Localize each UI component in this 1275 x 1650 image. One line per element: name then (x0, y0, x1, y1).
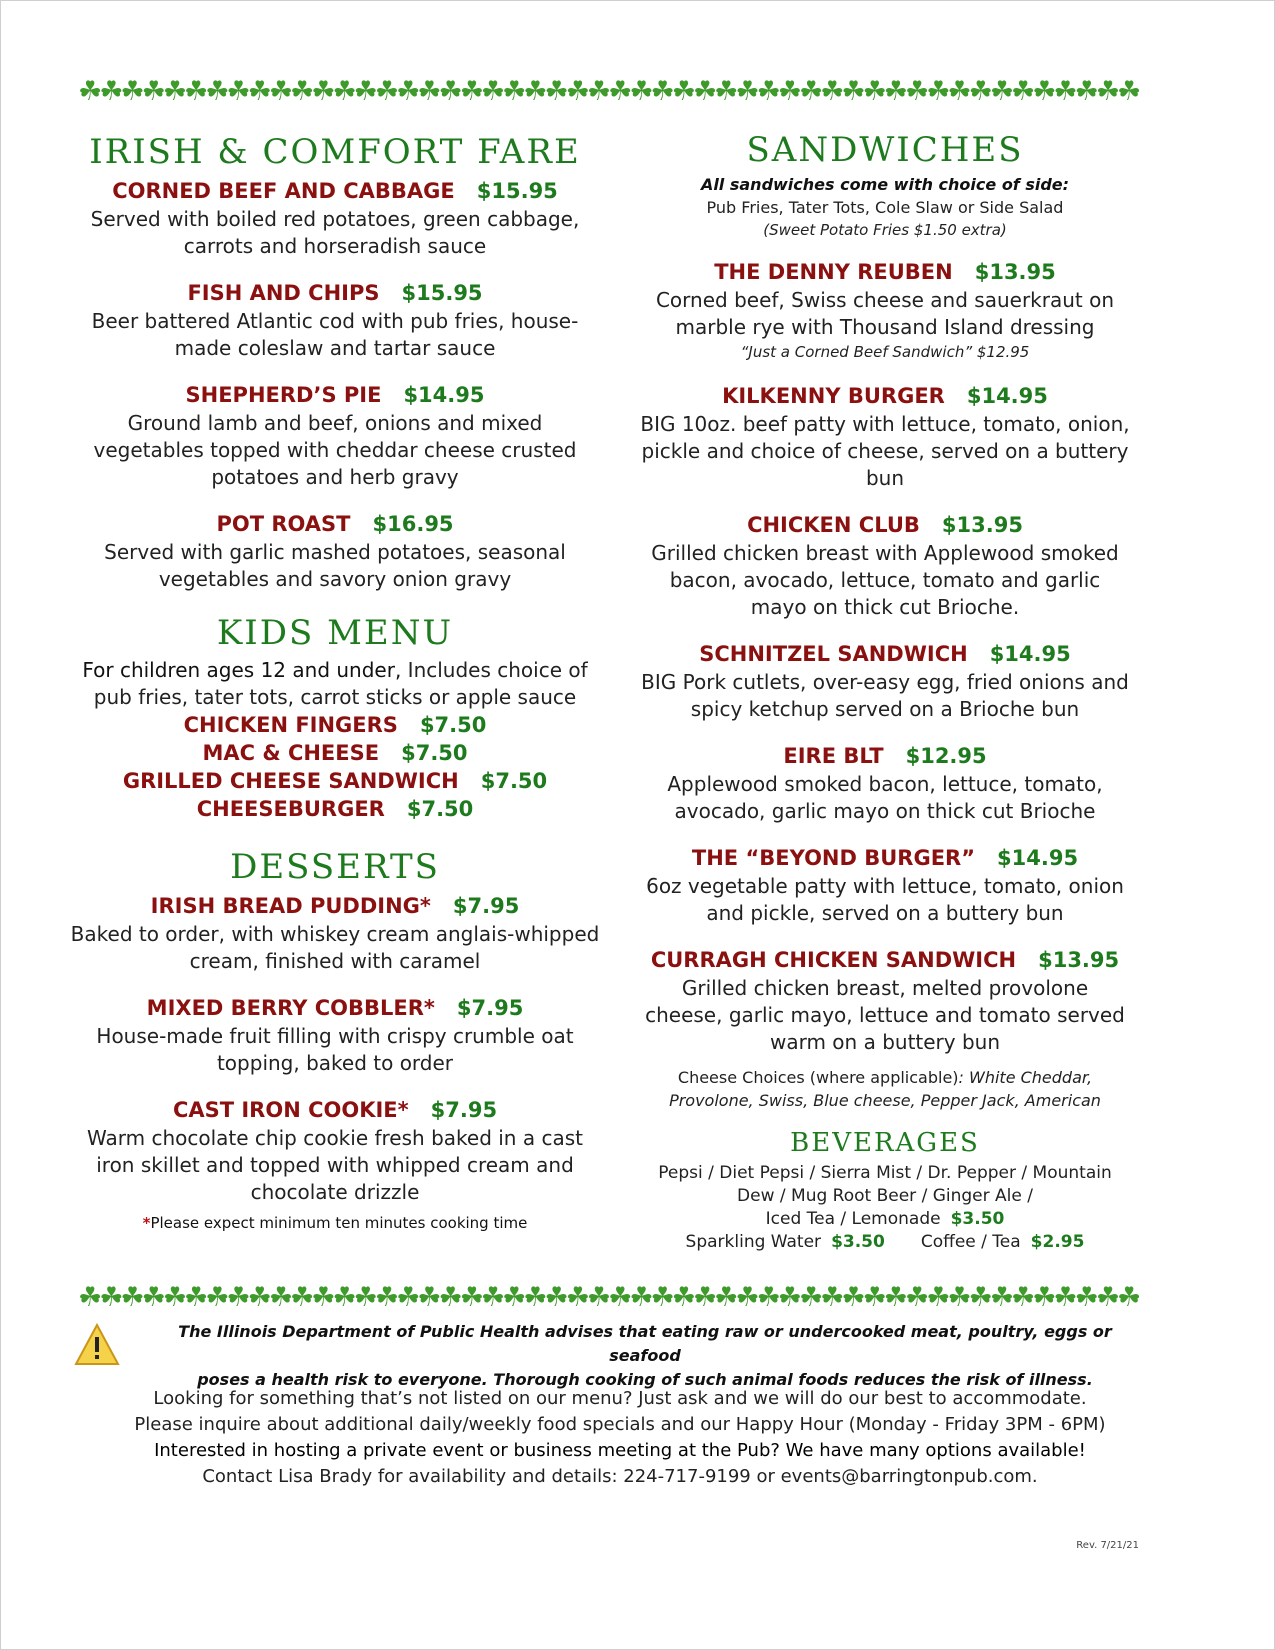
beverage-line: Dew / Mug Root Beer / Ginger Ale / (737, 1186, 1033, 1206)
warning-line: The Illinois Department of Public Health advises that eating raw or undercooked meat, poultry, eggs or seafood (178, 1322, 1112, 1365)
kids-item-name: MAC & CHEESE (202, 741, 380, 765)
item-price: $7.95 (456, 996, 524, 1020)
kids-item-price: $7.50 (419, 713, 487, 737)
menu-item (640, 639, 1130, 723)
item-name: POT ROAST (216, 512, 351, 536)
kids-item-name: GRILLED CHEESE SANDWICH (122, 769, 459, 793)
menu-item (70, 278, 600, 362)
item-name: FISH AND CHIPS (187, 281, 380, 305)
item-name: CAST IRON COOKIE* (172, 1098, 409, 1122)
menu-item (70, 380, 600, 491)
item-price: $14.95 (997, 846, 1079, 870)
item-name: CURRAGH CHICKEN SANDWICH (650, 948, 1017, 972)
footer (70, 1386, 1170, 1490)
item-price: $13.95 (941, 513, 1023, 537)
item-name: THE DENNY REUBEN (714, 260, 953, 284)
kids-menu-title: KIDS MENU (216, 613, 454, 653)
item-price: $12.95 (905, 744, 987, 768)
item-price: $14.95 (966, 384, 1048, 408)
item-price: $15.95 (476, 179, 558, 203)
cooking-time-note (70, 1212, 600, 1234)
item-price: $13.95 (974, 260, 1056, 284)
footer-line: Interested in hosting a private event or business meeting at the Pub? We have many options available! (154, 1440, 1086, 1461)
menu-item (70, 891, 600, 975)
kids-item-price: $7.50 (401, 741, 468, 765)
item-name: CHICKEN CLUB (747, 513, 920, 537)
warning-icon (74, 1322, 120, 1368)
kids-item-price: $7.50 (480, 769, 548, 793)
item-description: Grilled chicken breast with Applewood smoked bacon, avocado, lettuce, tomato and garlic mayo on thick cut Brioche. (651, 541, 1119, 619)
beverage-text: Sparkling Water (685, 1232, 822, 1252)
beverage-price: $2.95 (1030, 1232, 1085, 1252)
item-price: $15.95 (401, 281, 483, 305)
item-name: CORNED BEEF AND CABBAGE (112, 179, 455, 203)
item-description: Baked to order, with whiskey cream anglais-whipped cream, finished with caramel (70, 922, 600, 973)
item-price: $16.95 (372, 512, 454, 536)
item-price: $14.95 (403, 383, 485, 407)
menu-item (70, 993, 600, 1077)
beverage-line (640, 1208, 1130, 1231)
revision-date: Rev. 7/21/21 (1076, 1540, 1139, 1551)
cooking-note-text: Please expect minimum ten minutes cooking time (150, 1214, 528, 1232)
bottom-shamrock-border (78, 1278, 1140, 1318)
footer-contact: Contact Lisa Brady for availability and details: 224-717-9199 or events@barringtonpub.com. (202, 1466, 1038, 1487)
menu-item (70, 176, 600, 260)
item-description: House-made fruit filling with crispy crumble oat topping, baked to order (96, 1024, 574, 1075)
menu-item (640, 257, 1130, 363)
warning-line: poses a health risk to everyone. Thorough cooking of such animal foods reduces the risk of illness. (197, 1370, 1093, 1389)
beverage-price: $3.50 (831, 1232, 885, 1252)
menu-item (640, 741, 1130, 825)
beverage-price: $3.50 (950, 1209, 1005, 1229)
item-name: IRISH BREAD PUDDING* (150, 894, 431, 918)
item-price: $13.95 (1038, 948, 1120, 972)
shamrock-icon: ☘☘☘☘☘☘☘☘☘☘☘☘☘☘☘☘☘☘☘☘☘☘☘☘☘☘☘☘☘☘☘☘☘☘☘☘☘☘☘☘☘☘☘☘☘☘☘☘☘☘ (78, 1282, 1139, 1313)
item-description: BIG 10oz. beef patty with lettuce, tomato, onion, pickle and choice of cheese, served on a buttery bun (640, 412, 1130, 490)
item-description: Grilled chicken breast, melted provolone cheese, garlic mayo, lettuce and tomato served warm on a buttery bun (645, 976, 1125, 1054)
item-extra: “Just a Corned Beef Sandwich” $12.95 (740, 343, 1030, 361)
menu-item (70, 509, 600, 593)
item-price: $14.95 (989, 642, 1071, 666)
sandwiches-title: SANDWICHES (746, 130, 1024, 170)
item-description: Served with boiled red potatoes, green cabbage, carrots and horseradish sauce (90, 207, 580, 258)
desserts-title: DESSERTS (230, 847, 440, 887)
warning-text (140, 1320, 1150, 1392)
item-name: SCHNITZEL SANDWICH (699, 642, 968, 666)
cheese-list: : White Cheddar, Provolone, Swiss, Blue cheese, Pepper Jack, American (669, 1068, 1101, 1110)
item-description: Applewood smoked bacon, lettuce, tomato, avocado, garlic mayo on thick cut Brioche (667, 772, 1103, 823)
item-name: MIXED BERRY COBBLER* (146, 996, 435, 1020)
kids-intro-bold: For children ages 12 and under, (82, 658, 402, 682)
kids-item-price: $7.50 (406, 797, 474, 821)
beverage-text: Iced Tea / Lemonade (765, 1209, 941, 1229)
item-description: BIG Pork cutlets, over-easy egg, fried onions and spicy ketchup served on a Brioche bun (641, 670, 1129, 721)
item-description: Corned beef, Swiss cheese and sauerkraut on marble rye with Thousand Island dressing (655, 288, 1115, 339)
menu-item (640, 843, 1130, 927)
right-column (640, 128, 1130, 1254)
item-name: KILKENNY BURGER (722, 384, 945, 408)
health-warning (70, 1318, 1150, 1389)
sides-list: Pub Fries, Tater Tots, Cole Slaw or Side Salad (706, 198, 1064, 217)
kids-intro-rest: Includes choice of pub fries, tater tots, carrot sticks or apple sauce (93, 658, 588, 709)
menu-item (70, 1095, 600, 1206)
footer-line: Please inquire about additional daily/weekly food specials and our Happy Hour (Monday - Friday 3PM - 6PM) (134, 1414, 1106, 1435)
item-name: THE “BEYOND BURGER” (691, 846, 976, 870)
beverage-text: Coffee / Tea (920, 1232, 1021, 1252)
cheese-choices (640, 1066, 1130, 1112)
item-price: $7.95 (452, 894, 520, 918)
item-description: Warm chocolate chip cookie fresh baked in a cast iron skillet and topped with whipped cream and chocolate drizzle (87, 1126, 583, 1204)
asterisk: * (142, 1214, 151, 1232)
irish-comfort-title: IRISH & COMFORT FARE (89, 132, 581, 172)
top-shamrock-border (78, 72, 1140, 112)
item-price: $7.95 (430, 1098, 498, 1122)
item-name: EIRE BLT (783, 744, 884, 768)
item-description: Served with garlic mashed potatoes, seasonal vegetables and savory onion gravy (104, 540, 566, 591)
item-description: 6oz vegetable patty with lettuce, tomato, onion and pickle, served on a buttery bun (646, 874, 1124, 925)
left-column (70, 130, 600, 1234)
cheese-label: Cheese Choices (where applicable) (677, 1068, 959, 1087)
item-name: SHEPHERD’S PIE (185, 383, 382, 407)
menu-item (640, 945, 1130, 1056)
kids-item-name: CHEESEBURGER (196, 797, 385, 821)
item-description: Beer battered Atlantic cod with pub fries, house-made coleslaw and tartar sauce (91, 309, 579, 360)
kids-item-name: CHICKEN FINGERS (183, 713, 398, 737)
footer-line: Looking for something that’s not listed on our menu? Just ask and we will do our best to accommodate. (153, 1388, 1087, 1409)
sides-extra: (Sweet Potato Fries $1.50 extra) (763, 221, 1007, 239)
kids-intro (70, 657, 600, 711)
item-description: Ground lamb and beef, onions and mixed vegetables topped with cheddar cheese crusted potatoes and herb gravy (93, 411, 577, 489)
menu-item (640, 510, 1130, 621)
beverages-title: BEVERAGES (790, 1128, 980, 1158)
shamrock-icon: ☘☘☘☘☘☘☘☘☘☘☘☘☘☘☘☘☘☘☘☘☘☘☘☘☘☘☘☘☘☘☘☘☘☘☘☘☘☘☘☘☘☘☘☘☘☘☘☘☘☘ (78, 76, 1139, 107)
menu-item (640, 381, 1130, 492)
sides-note: All sandwiches come with choice of side: (700, 175, 1070, 194)
beverage-line (640, 1231, 1130, 1254)
beverage-line: Pepsi / Diet Pepsi / Sierra Mist / Dr. Pepper / Mountain (658, 1163, 1112, 1183)
